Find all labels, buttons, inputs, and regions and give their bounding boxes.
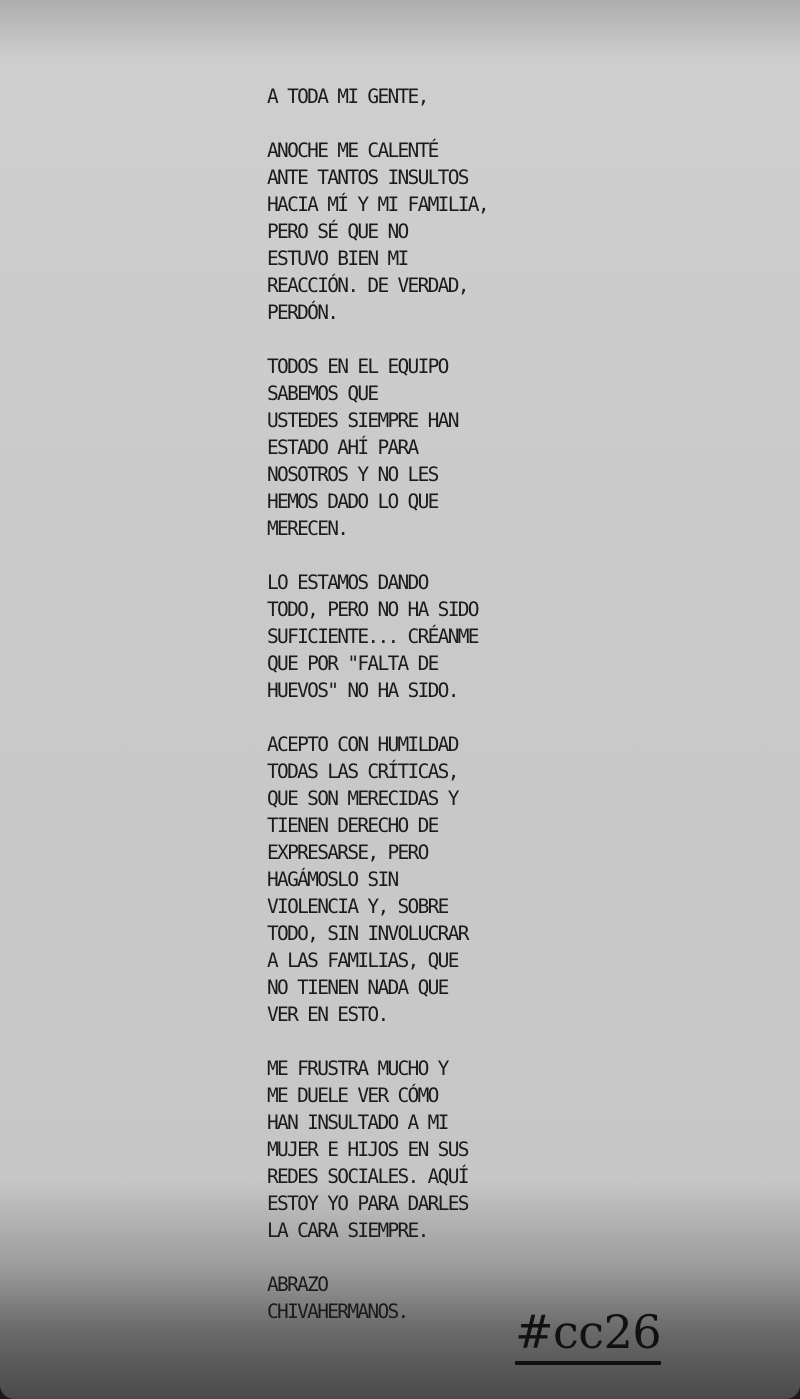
message-line: VER EN ESTO. xyxy=(267,1003,388,1026)
paragraph-family xyxy=(267,1055,567,1244)
message-line: MERECEN. xyxy=(267,517,348,540)
paragraph-team xyxy=(267,353,567,542)
message-line: ESTADO AHÍ PARA xyxy=(267,436,418,459)
top-shade xyxy=(0,0,800,60)
message-line: HACIA MÍ Y MI FAMILIA, xyxy=(267,193,488,216)
message-line: ME FRUSTRA MUCHO Y xyxy=(267,1057,448,1080)
message-line: TIENEN DERECHO DE xyxy=(267,814,438,837)
message-line: ESTOY YO PARA DARLES xyxy=(267,1192,468,1215)
message-line: TODO, PERO NO HA SIDO xyxy=(267,598,478,621)
message-line: TODO, SIN INVOLUCRAR xyxy=(267,922,468,945)
message-line: PERO SÉ QUE NO xyxy=(267,220,408,243)
message-line: QUE SON MERECIDAS Y xyxy=(267,787,458,810)
message-line: A TODA MI GENTE, xyxy=(267,85,428,108)
message-line: TODAS LAS CRÍTICAS, xyxy=(267,760,458,783)
message-line: MUJER E HIJOS EN SUS xyxy=(267,1138,468,1161)
message-line: ANOCHE ME CALENTÉ xyxy=(267,139,438,162)
message-line: VIOLENCIA Y, SOBRE xyxy=(267,895,448,918)
paragraph-greeting xyxy=(267,83,567,110)
message-line: EXPRESARSE, PERO xyxy=(267,841,428,864)
message-line: NOSOTROS Y NO LES xyxy=(267,463,438,486)
message-line: HUEVOS" NO HA SIDO. xyxy=(267,679,458,702)
message-line: LO ESTAMOS DANDO xyxy=(267,571,428,594)
message-line: HAGÁMOSLO SIN xyxy=(267,868,398,891)
message-line: SABEMOS QUE xyxy=(267,382,378,405)
message-line: ABRAZO xyxy=(267,1273,328,1296)
message-line: ESTUVO BIEN MI xyxy=(267,247,408,270)
message-line: SUFICIENTE... CRÉANME xyxy=(267,625,478,648)
message-line: CHIVAHERMANOS. xyxy=(267,1300,408,1323)
paragraph-apology xyxy=(267,137,567,326)
message-line: REDES SOCIALES. AQUÍ xyxy=(267,1165,468,1188)
message-line: TODOS EN EL EQUIPO xyxy=(267,355,448,378)
paragraph-effort xyxy=(267,569,567,704)
message-line: HAN INSULTADO A MI xyxy=(267,1111,448,1134)
message-line: ACEPTO CON HUMILDAD xyxy=(267,733,458,756)
message-line: ME DUELE VER CÓMO xyxy=(267,1084,438,1107)
message-line: REACCIÓN. DE VERDAD, xyxy=(267,274,468,297)
paragraph-criticism xyxy=(267,731,567,1028)
message-text xyxy=(267,83,567,1352)
message-line: QUE POR "FALTA DE xyxy=(267,652,438,675)
message-line: LA CARA SIEMPRE. xyxy=(267,1219,428,1242)
message-line: ANTE TANTOS INSULTOS xyxy=(267,166,468,189)
message-line: PERDÓN. xyxy=(267,301,338,324)
message-line: NO TIENEN NADA QUE xyxy=(267,976,448,999)
message-line: HEMOS DADO LO QUE xyxy=(267,490,438,513)
message-line: USTEDES SIEMPRE HAN xyxy=(267,409,458,432)
hashtag-sticker[interactable]: #cc26 xyxy=(515,1305,661,1365)
message-line: A LAS FAMILIAS, QUE xyxy=(267,949,458,972)
